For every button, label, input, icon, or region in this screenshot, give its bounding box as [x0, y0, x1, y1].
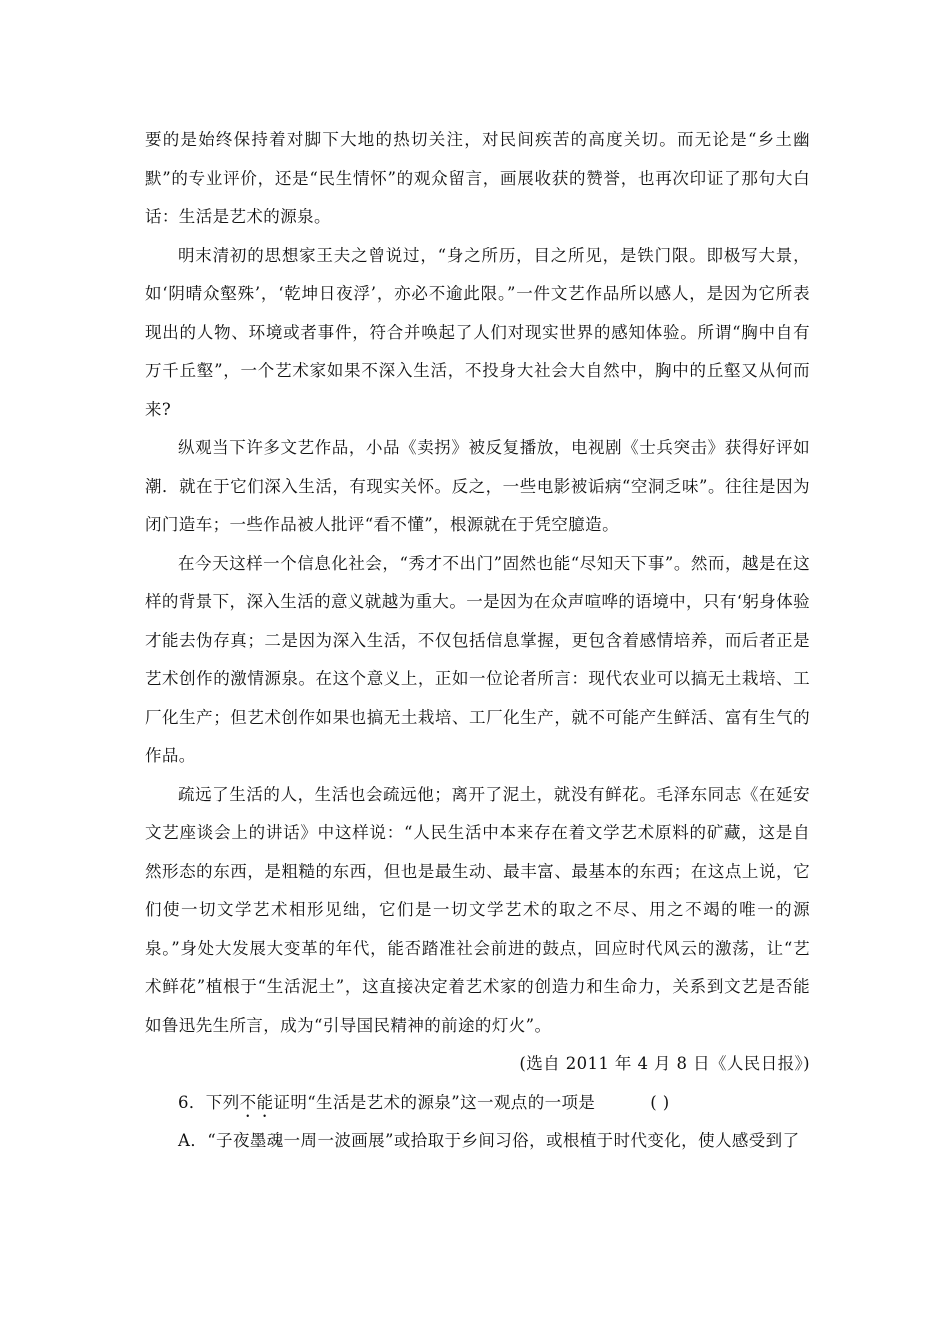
question-6	[145, 1084, 810, 1123]
paragraph-5: 疏远了生活的人，生活也会疏远他；离开了泥土，就没有鲜花。毛泽东同志《在延安文艺座谈会上的讲话》中这样说：“人民生活中本来存在着文学艺术原料的矿藏，这是自然形态的东西，是粗糙的东西，但也是最生动、最丰富、最基本的东西；在这点上说，它们使一切文学艺术相形见绌，它们是一切文学艺术的取之不尽、用之不竭的唯一的源泉。”身处大发展大变革的年代，能否踏准社会前进的鼓点，回应时代风云的激荡，让“艺术鲜花”植根于“生活泥土”，这直接决定着艺术家的创造力和生命力，关系到文艺是否能如鲁迅先生所言，成为“引导国民精神的前途的灯火”。	[145, 784, 810, 1035]
paragraph-4: 在今天这样一个信息化社会，“秀才不出门”固然也能“尽知天下事”。然而，越是在这样的背景下，深入生活的意义就越为重大。一是因为在众声喧哗的语境中，只有‘躬身体验才能去伪存真；二是因为深入生活，不仅包括信息掌握，更包含着感情培养，而后者正是艺术创作的激情源泉。在这个意义上，正如一位论者所言：现代农业可以搞无土栽培、工厂化生产；但艺术创作如果也搞无土栽培、工厂化生产，就不可能产生鲜活、富有生气的作品。	[145, 553, 810, 765]
paragraph-2: 明末清初的思想家王夫之曾说过，“身之所历，目之所见，是铁门限。即极写大景，如‘阴晴众壑殊’，‘乾坤日夜浮’，亦必不逾此限。”一件文艺作品所以感人，是因为它所表现出的人物、环境或者事件，符合并唤起了人们对现实世界的感知体验。所谓“胸中自有万千丘壑”，一个艺术家如果不深入生活，不投身大社会大自然中，胸中的丘壑又从何而来?	[145, 245, 810, 419]
answer-blank: ( )	[650, 1092, 670, 1112]
question-emphasis: 不能	[239, 1092, 274, 1112]
source-citation: (选自 2011 年 4 月 8 日《人民日报》)	[519, 1054, 810, 1073]
paragraph-1: 要的是始终保持着对脚下大地的热切关注，对民间疾苦的高度关切。而无论是“乡土幽默”的专业评价，还是“民生情怀”的观众留言，画展收获的赞誉，也再次印证了那句大白话：生活是艺术的源泉。	[145, 130, 810, 226]
paragraph-3: 纵观当下许多文艺作品，小品《卖拐》被反复播放，电视剧《士兵突击》获得好评如潮．就在于它们深入生活，有现实关怀。反之，一些电影被诟病“空洞乏味”。往往是因为闭门造车；一些作品被人批评“看不懂”，根源就在于凭空臆造。	[145, 438, 810, 534]
question-prefix: 6．下列	[178, 1092, 240, 1112]
question-suffix: 证明“生活是艺术的源泉”这一观点的一项是	[273, 1092, 596, 1112]
option-a: A．“子夜墨魂一周一波画展”或拾取于乡间习俗，或根植于时代变化，使人感受到了	[178, 1131, 800, 1150]
article-body	[145, 121, 810, 1161]
